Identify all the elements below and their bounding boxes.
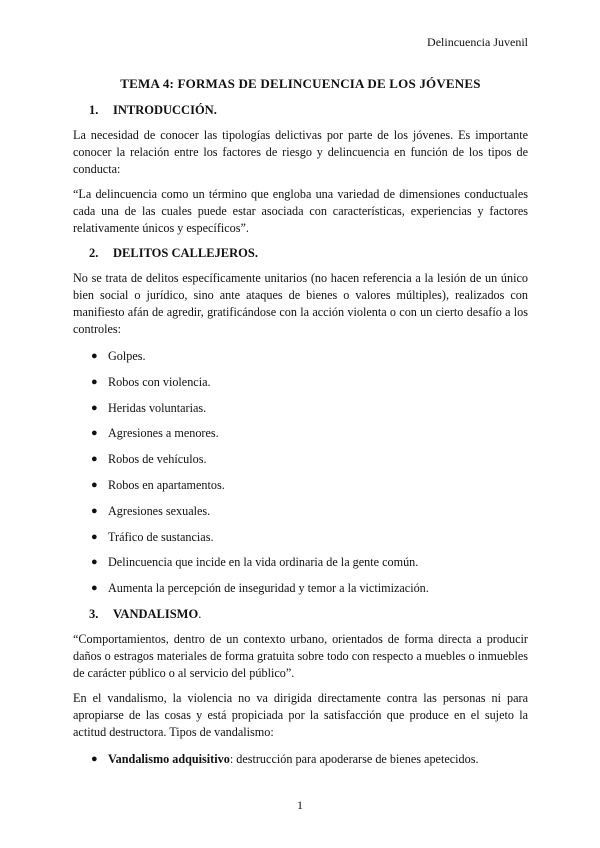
bullet-icon: ● [91, 350, 98, 362]
list-item [91, 374, 528, 392]
type-term: Vandalismo adquisitivo [108, 751, 230, 766]
running-header: Delincuencia Juvenil [427, 35, 528, 49]
section-heading-delitos-callejeros [73, 245, 528, 262]
page-content [73, 75, 528, 774]
section-heading-vandalismo [73, 606, 528, 623]
section-number: 3. [89, 606, 99, 621]
bullet-icon: ● [91, 375, 98, 388]
bullet-icon: ● [91, 582, 98, 595]
list-item-text: Aumenta la percepción de inseguridad y temor a la victimización. [108, 581, 429, 596]
document-title: TEMA 4: FORMAS DE DELINCUENCIA DE LOS JÓVENES [120, 76, 481, 91]
list-item [91, 348, 528, 366]
bullet-icon: ● [91, 401, 98, 414]
section-title: INTRODUCCIÓN. [113, 103, 217, 117]
bullet-icon: ● [91, 478, 98, 491]
section-number: 2. [89, 246, 99, 260]
quote-paragraph: “Comportamientos, dentro de un contexto urbano, orientados de forma directa a producir daños o estragos materiales de forma gratuita sobre todo con respecto a muebles o inmuebles de carácter público o al servicio del público”. [73, 631, 528, 680]
list-item [91, 400, 528, 418]
section-title-trail: . [198, 606, 202, 621]
paragraph: No se trata de delitos específicamente unitarios (no hacen referencia a la lesión de un único bien social o jurídico, sino ante ataques de bienes o valores múltiples), realizados con manifiesto afán de agredir, gratificándose con la acción violenta o con un cierto desafío a los controles: [73, 271, 528, 336]
quote-paragraph: “La delincuencia como un término que engloba una variedad de dimensiones conductuales cada una de las cuales puede estar asociada con características, experiencias y factores relativamente únicos y específicos”. [73, 187, 528, 235]
list-item [91, 503, 528, 521]
paragraph: En el vandalismo, la violencia no va dirigida directamente contra las personas ni para apropiarse de las cosas y está propiciada por la satisfacción que produce en el sujeto la actitud destructora. Tipos de vandalismo: [73, 690, 528, 739]
vandalism-types-list [73, 751, 528, 768]
list-item [91, 751, 528, 768]
list-item [91, 477, 528, 495]
list-item [91, 529, 528, 547]
list-item-text: Delincuencia que incide en la vida ordinaria de la gente común. [108, 555, 419, 570]
section-title: DELITOS CALLEJEROS. [113, 246, 258, 260]
list-item-text: Robos en apartamentos. [108, 477, 225, 492]
list-item-text: Golpes. [108, 349, 146, 363]
paragraph: La necesidad de conocer las tipologías delictivas por parte de los jóvenes. Es importante conocer la relación entre los factores de riesgo y delincuencia en función de los tipos de conducta: [73, 128, 528, 176]
list-item-text: Robos de vehículos. [108, 452, 207, 467]
list-item-text: Agresiones sexuales. [108, 503, 211, 518]
list-item [91, 425, 528, 443]
section-heading-introduccion [73, 102, 528, 119]
list-item-text: Heridas voluntarias. [108, 400, 207, 415]
bullet-icon: ● [91, 504, 98, 517]
list-item-text: Robos con violencia. [108, 374, 211, 389]
section-title: VANDALISMO [113, 606, 199, 621]
bullet-icon: ● [91, 427, 98, 440]
list-item-text: Tráfico de sustancias. [108, 529, 214, 544]
bullet-icon: ● [91, 453, 98, 466]
section-number: 1. [89, 103, 99, 117]
list-item [91, 554, 528, 572]
list-item-text: Agresiones a menores. [108, 426, 219, 441]
bullet-list [73, 348, 528, 598]
bullet-icon: ● [91, 556, 98, 569]
type-description: : destrucción para apoderarse de bienes apetecidos. [229, 751, 479, 766]
list-item [91, 580, 528, 598]
list-item [91, 451, 528, 469]
page-number: 1 [297, 798, 303, 812]
bullet-icon: ● [91, 752, 98, 765]
bullet-icon: ● [91, 530, 98, 543]
